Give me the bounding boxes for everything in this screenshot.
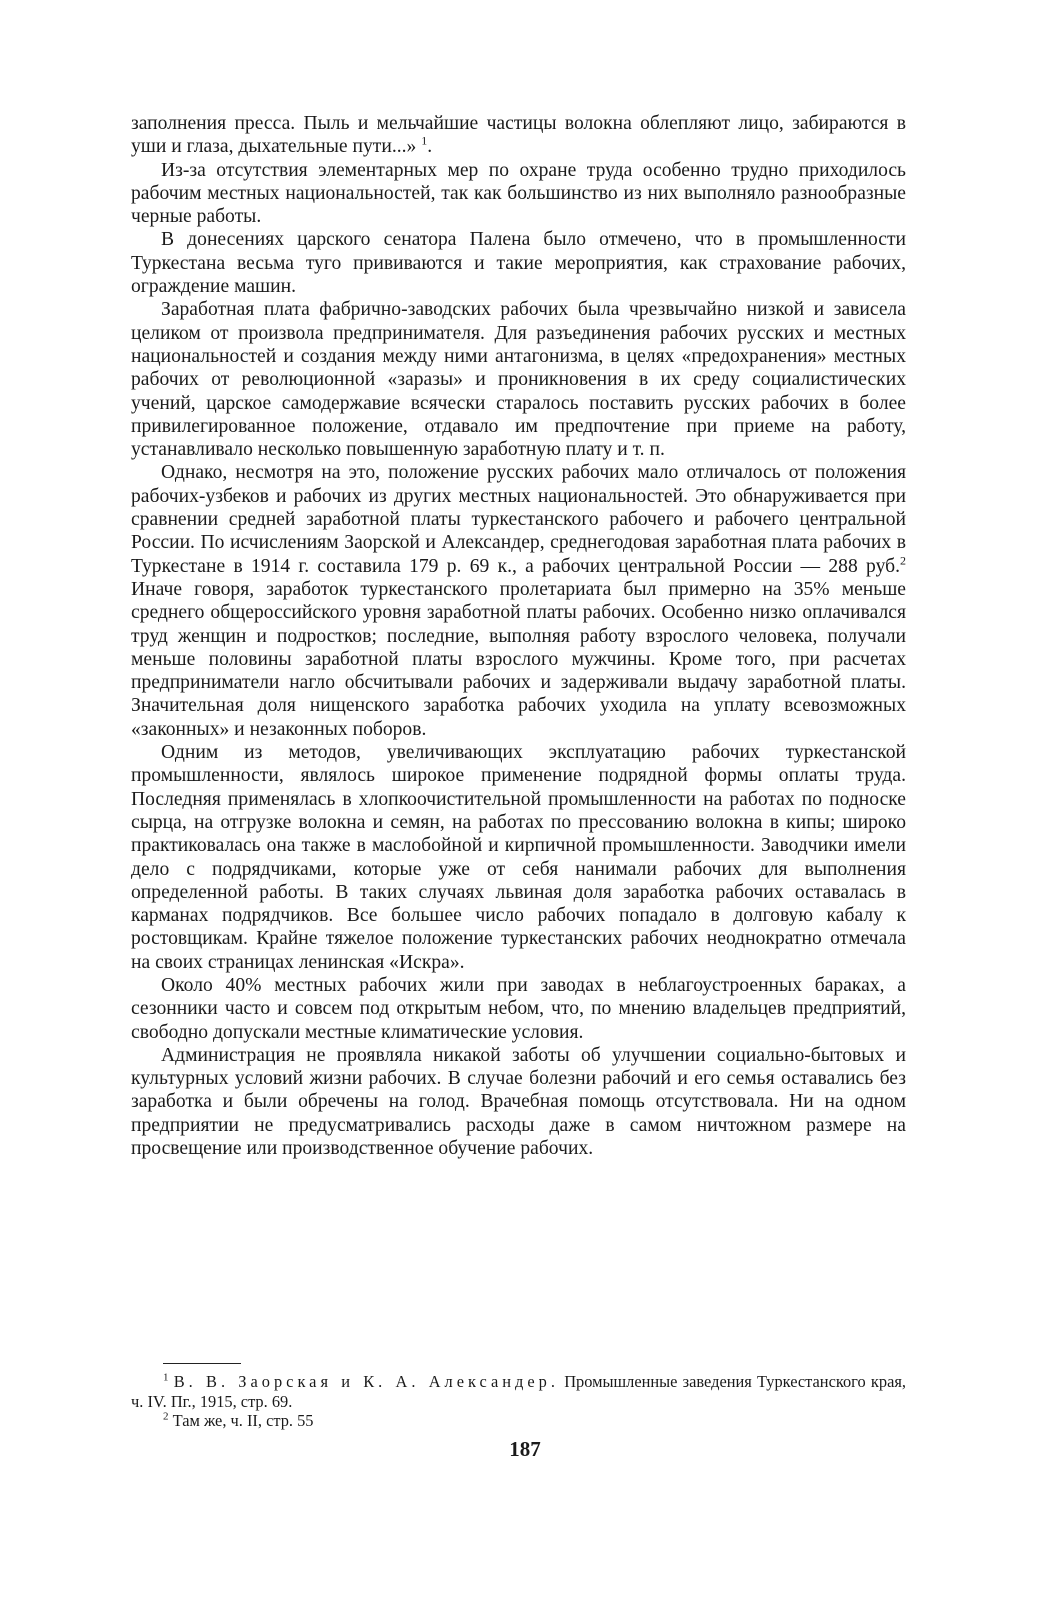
footnote-ref-1[interactable]: 1 [421, 133, 428, 148]
footnote-2-mark: 2 [163, 1410, 169, 1423]
paragraph-6: Одним из методов, увеличивающих эксплуатацию рабочих туркестанской промышленности, являлось широкое применение подрядной формы оплаты труда. Последняя применялась в хлопкоочистительной промышленности на работах по подноске сырца, на отгрузке волокна и семян, на работах по прессованию волокна в кипы; широко практиковалась она также в маслобойной и кирпичной промышленности. Заводчики имели дело с подрядчиками, которые уже от себя нанимали рабочих для выполнения определенной работы. В таких случаях львиная доля заработка рабочих оставалась в карманах подрядчиков. Все большее число рабочих попадало в долговую кабалу к ростовщикам. Крайне тяжелое положение туркестанских рабочих неоднократно отмечала на своих страницах ленинская «Искра». [131, 742, 906, 973]
footnote-1 [131, 1372, 906, 1411]
footnote-divider [163, 1363, 241, 1364]
paragraph-4: Заработная плата фабрично-заводских рабочих была чрезвычайно низкой и зависела целиком от произвола предпринимателя. Для разъединения рабочих русских и местных национальностей и создания между ними антагонизма, в целях «предохранения» местных рабочих от революционной «заразы» и проникновения в их среду социалистических учений, царское самодержавие всячески старалось поставить русских рабочих в более привилегированное положение, отдавало им предпочтение при приеме на работу, устанавливало несколько повышенную заработную плату и т. п. [131, 299, 906, 461]
paragraph-8: Администрация не проявляла никакой заботы об улучшении социально-бытовых и культурных условий жизни рабочих. В случае болезни рабочий и его семья оставались без заработка и были обречены на голод. Врачебная помощь отсутствовала. Ни на одном предприятии не предусматривались расходы даже в самом ничтожном размере на просвещение или производственное обучение рабочих. [131, 1044, 906, 1160]
footnote-2 [131, 1411, 906, 1431]
paragraph-5-text-b: Иначе говоря, заработок туркестанского пролетариата был примерно на 35% меньше среднего общероссийского уровня заработной платы рабочих. Особенно низко оплачивался труд женщин и подростков; последние, выполняя работу взрослого человека, получали меньше половины заработной платы взрослого мужчины. Кроме того, при расчетах предприниматели нагло обсчитывали рабочих и задерживали выдачу заработной платы. Значительная доля нищенского заработка рабочих уходила на уплату всевозможных «законных» и незаконных поборов. [131, 578, 906, 740]
paragraph-7: Около 40% местных рабочих жили при заводах в неблагоустроенных бараках, а сезонники часто и совсем под открытым небом, что, по мнению владельцев предприятий, свободно допускали местные климатические условия. [131, 974, 906, 1043]
paragraph-5-text-a: Однако, несмотря на это, положение русских рабочих мало отличалось от положения рабочих-узбеков и рабочих из других местных национальностей. Это обнаруживается при сравнении средней заработной платы туркестанского рабочего и рабочего центральной России. По исчислениям Заорской и Александер, среднегодовая заработная плата рабочих в Туркестане в 1914 г. составила 179 р. 69 к., а рабочих центральной России — 288 руб. [131, 462, 906, 577]
paragraph-3: В донесениях царского сенатора Палена было отмечено, что в промышленности Туркестана весьма туго прививаются и такие мероприятия, как страхование рабочих, ограждение машин. [131, 229, 906, 298]
paragraph-1-end: . [427, 136, 433, 158]
paragraph-1-text: заполнения пресса. Пыль и мельчайшие частицы волокна облепляют лицо, забираются в уши и глаза, дыхательные пути...» [131, 113, 906, 158]
page-number: 187 [509, 1437, 541, 1461]
page-body [131, 112, 906, 1160]
paragraph-2: Из-за отсутствия элементарных мер по охране труда особенно трудно приходилось рабочим местных национальностей, так как большинство из них выполняло разнообразные черные работы. [131, 159, 906, 228]
footnote-1-authors: В. В. Заорская и К. А. Александер. [173, 1372, 559, 1391]
paragraph-5 [131, 461, 906, 741]
paragraph-1 [131, 112, 906, 159]
footnotes [131, 1372, 906, 1431]
footnote-2-text: Там же, ч. II, стр. 55 [168, 1411, 314, 1430]
footnote-1-mark: 1 [163, 1371, 169, 1384]
footnote-ref-2[interactable]: 2 [900, 553, 906, 568]
footnote-1-text: Промышленные заведения Туркестанского края, ч. IV. Пг., 1915, стр. 69. [131, 1372, 906, 1411]
